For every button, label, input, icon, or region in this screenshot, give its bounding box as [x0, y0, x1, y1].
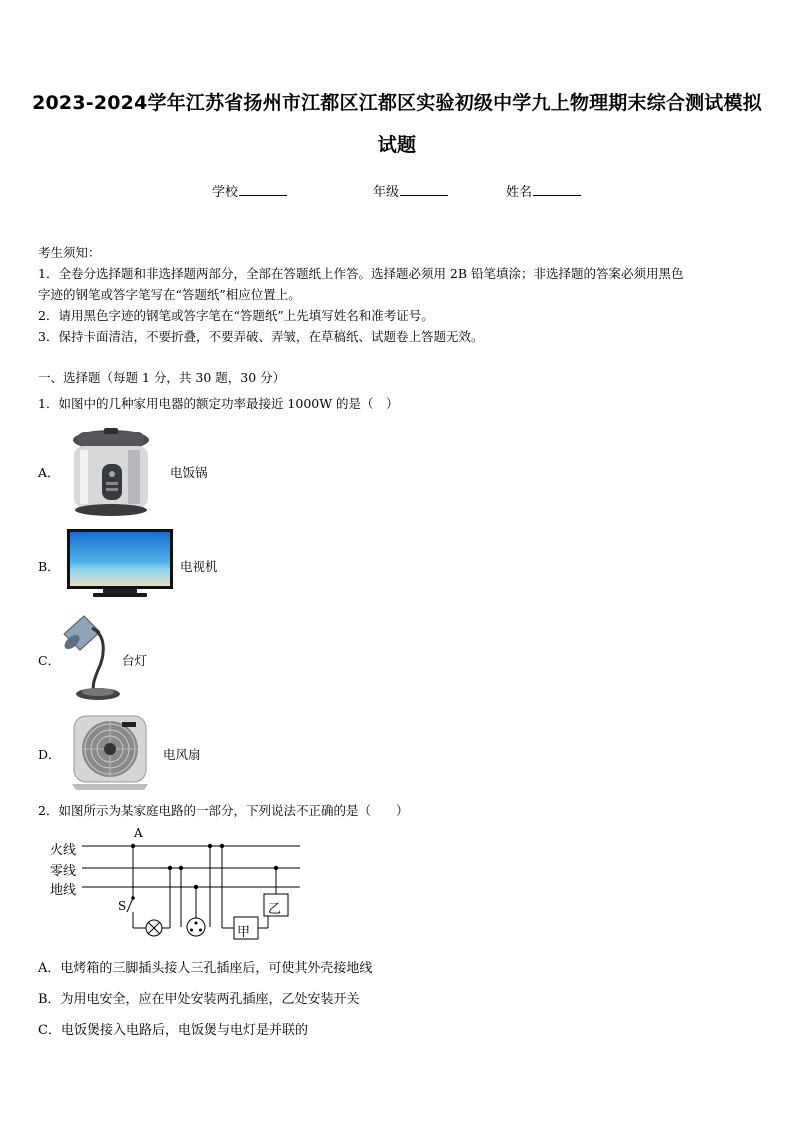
- grade-field: [373, 181, 448, 200]
- name-blank: [533, 183, 581, 196]
- household-circuit-diagram: [80, 836, 302, 946]
- q1-option-a-label: 电饭锅: [170, 465, 208, 480]
- name-label: 姓名: [506, 185, 533, 200]
- notice-heading: 考生须知：: [38, 245, 101, 260]
- name-field: [506, 181, 581, 200]
- label-zero-wire: 零线: [50, 864, 77, 879]
- school-blank: [239, 183, 287, 196]
- switch-s: [127, 898, 133, 912]
- notice-item-3: 3．保持卡面清洁，不要折叠，不要弄破、弄皱，在草稿纸、试题卷上答题无效。: [38, 329, 484, 344]
- lamp-symbol: [146, 920, 162, 936]
- school-field: [212, 181, 287, 200]
- desk-lamp-image: [58, 612, 124, 704]
- question-2-stem: 2．如图所示为某家庭电路的一部分，下列说法不正确的是（ ）: [38, 803, 409, 818]
- section-heading: 一、选择题（每题 1 分，共 30 题，30 分）: [38, 370, 286, 385]
- notice-item-2: 2．请用黑色字迹的钢笔或答字笔在“答题纸”上先填写姓名和准考证号。: [38, 308, 434, 323]
- notice-item-1: 1．全卷分选择题和非选择题两部分，全部在答题纸上作答。选择题必须用 2B 铅笔填涂；非选择题的答案必须用黑色: [38, 266, 684, 281]
- grade-label: 年级: [373, 185, 400, 200]
- question-1-stem: 1．如图中的几种家用电器的额定功率最接近 1000W 的是（ ）: [38, 396, 399, 411]
- notice-item-1-cont: 字迹的钢笔或答字笔写在“答题纸”相应位置上。: [38, 287, 301, 302]
- rice-cooker-image: [68, 426, 154, 518]
- q1-option-d-letter: D．: [38, 747, 61, 762]
- q1-option-d-label: 电风扇: [163, 747, 201, 762]
- q2-option-b: B．为用电安全，应在甲处安装两孔插座，乙处安装开关: [38, 992, 360, 1007]
- q1-option-b-label: 电视机: [180, 559, 218, 574]
- q2-option-c: C．电饭煲接入电路后，电饭煲与电灯是并联的: [38, 1023, 308, 1038]
- label-point-a: A: [134, 826, 143, 840]
- q1-option-b-letter: B．: [38, 559, 60, 574]
- label-switch-s: S: [118, 899, 127, 913]
- electric-fan-image: [68, 712, 152, 792]
- grade-blank: [400, 183, 448, 196]
- page-title-line2: 试题: [377, 134, 417, 156]
- q1-option-c-letter: C．: [38, 653, 61, 668]
- box-yi-label: 乙: [268, 902, 282, 917]
- box-jia-label: 甲: [237, 925, 251, 940]
- label-ground-wire: 地线: [50, 883, 77, 898]
- q2-option-a: A．电烤箱的三脚插头接人三孔插座后，可使其外壳接地线: [38, 961, 373, 976]
- q1-option-a-letter: A．: [38, 465, 60, 480]
- television-image: [67, 529, 173, 601]
- q1-option-c-label: 台灯: [122, 653, 148, 668]
- school-label: 学校: [212, 185, 239, 200]
- three-hole-socket-symbol: [187, 918, 205, 936]
- label-fire-wire: 火线: [50, 843, 77, 858]
- page-title: 2023-2024学年江苏省扬州市江都区江都区实验初级中学九上物理期末综合测试模拟: [32, 92, 762, 114]
